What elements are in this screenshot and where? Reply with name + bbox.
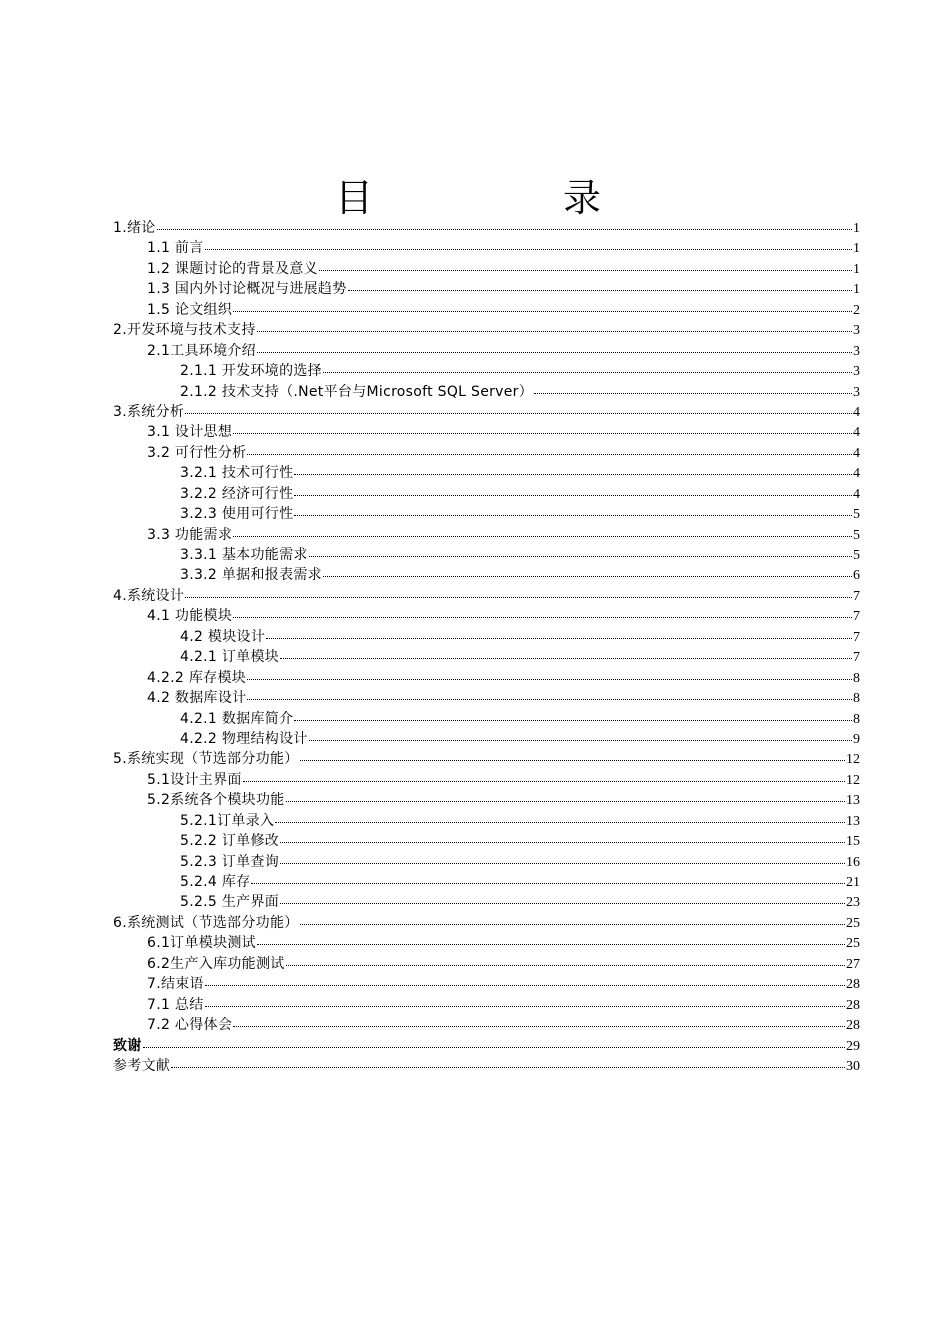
toc-page-number: 8 [853, 711, 860, 727]
toc-entry[interactable] [113, 463, 860, 483]
toc-entry-text: 1.2 课题讨论的背景及意义 [147, 260, 318, 277]
toc-dot-leader [247, 698, 852, 700]
toc-entry[interactable] [113, 811, 860, 831]
toc-entry[interactable] [113, 259, 860, 279]
toc-entry-text: 3.3 功能需求 [147, 526, 233, 543]
toc-entry[interactable] [113, 484, 860, 504]
toc-entry-text: 参考文献 [113, 1057, 171, 1074]
toc-entry-text: 1.3 国内外讨论概况与进展趋势 [147, 281, 347, 298]
toc-dot-leader [233, 432, 852, 434]
toc-dot-leader [294, 473, 852, 475]
toc-page-number: 25 [846, 915, 860, 931]
toc-page-number: 28 [846, 1018, 860, 1034]
toc-dot-leader [205, 248, 852, 250]
toc-entry-text: 3.系统分析 [113, 403, 185, 420]
toc-entry[interactable] [113, 565, 860, 585]
toc-dot-leader [143, 1046, 845, 1048]
toc-entry[interactable] [113, 749, 860, 769]
toc-entry-text: 2.开发环境与技术支持 [113, 322, 256, 339]
toc-dot-leader [157, 228, 852, 230]
toc-entry-text: 7.结束语 [147, 976, 204, 993]
toc-page-number: 9 [853, 731, 860, 747]
toc-dot-leader [251, 882, 845, 884]
toc-page-number: 16 [846, 854, 860, 870]
toc-page-number: 15 [846, 834, 860, 850]
toc-page-number: 13 [846, 813, 860, 829]
toc-dot-leader [233, 1025, 845, 1027]
toc-entry[interactable] [113, 974, 860, 994]
toc-entry[interactable] [113, 320, 860, 340]
toc-entry[interactable] [113, 382, 860, 402]
toc-entry-text: 3.2.3 使用可行性 [180, 506, 294, 523]
toc-page-number: 28 [846, 977, 860, 993]
toc-page-number: 29 [846, 1038, 860, 1054]
toc-dot-leader [286, 964, 845, 966]
toc-page-number: 28 [846, 997, 860, 1013]
toc-entry-text: 6.系统测试（节选部分功能） [113, 914, 299, 931]
toc-dot-leader [280, 657, 852, 659]
toc-entry-text: 7.1 总结 [147, 996, 204, 1013]
toc-entry-text: 5.系统实现（节选部分功能） [113, 751, 299, 768]
toc-dot-leader [205, 984, 845, 986]
toc-entry[interactable] [113, 933, 860, 953]
toc-page-number: 12 [846, 752, 860, 768]
toc-entry[interactable] [113, 872, 860, 892]
toc-entry[interactable] [113, 647, 860, 667]
toc-dot-leader [323, 371, 852, 373]
table-of-contents [113, 218, 860, 1076]
toc-page-number: 5 [853, 507, 860, 523]
toc-entry-text: 1.1 前言 [147, 240, 204, 257]
toc-page-number: 1 [853, 221, 860, 236]
toc-entry-text: 5.2.5 生产界面 [180, 894, 280, 911]
toc-entry[interactable] [113, 831, 860, 851]
toc-entry-text: 4.2 模块设计 [180, 628, 266, 645]
toc-page-number: 2 [853, 302, 860, 318]
toc-entry-text: 7.2 心得体会 [147, 1017, 233, 1034]
toc-page-number: 5 [853, 548, 860, 563]
toc-dot-leader [205, 1005, 845, 1007]
toc-entry[interactable] [113, 770, 860, 790]
toc-page-number: 1 [853, 241, 860, 257]
toc-entry[interactable] [113, 545, 860, 565]
toc-entry[interactable] [113, 688, 860, 708]
toc-entry[interactable] [113, 341, 860, 361]
toc-page-number: 21 [846, 875, 860, 890]
toc-entry[interactable] [113, 709, 860, 729]
toc-entry-text: 5.2.4 库存 [180, 874, 251, 890]
toc-entry-text: 3.2 可行性分析 [147, 444, 247, 461]
toc-entry[interactable] [113, 1036, 860, 1056]
toc-dot-leader [300, 923, 845, 925]
toc-dot-leader [257, 351, 852, 353]
toc-page-number: 7 [853, 650, 860, 666]
toc-page-number: 3 [853, 343, 860, 359]
toc-entry-text: 致谢 [113, 1037, 142, 1054]
toc-entry-text: 4.系统设计 [113, 587, 185, 604]
toc-entry-text: 4.2 数据库设计 [147, 690, 247, 707]
toc-dot-leader [257, 330, 852, 332]
toc-dot-leader [280, 862, 845, 864]
toc-entry-text: 3.2.2 经济可行性 [180, 485, 294, 502]
toc-dot-leader [247, 678, 852, 680]
toc-dot-leader [294, 514, 852, 516]
toc-dot-leader [348, 289, 852, 291]
toc-entry[interactable] [113, 668, 860, 688]
toc-dot-leader [294, 719, 852, 721]
toc-page-number: 1 [853, 282, 860, 298]
toc-entry[interactable] [113, 279, 860, 299]
toc-entry-text: 2.1.2 技术支持（.Net平台与Microsoft SQL Server） [180, 383, 534, 400]
toc-dot-leader [309, 555, 852, 557]
toc-entry[interactable] [113, 790, 860, 810]
toc-page-number: 6 [853, 568, 860, 584]
toc-page-number: 5 [853, 527, 860, 543]
toc-page-number: 8 [853, 691, 860, 707]
toc-entry[interactable] [113, 443, 860, 463]
toc-entry-text: 4.1 功能模块 [147, 608, 233, 625]
toc-entry-text: 2.1.1 开发环境的选择 [180, 363, 322, 380]
toc-entry-text: 3.3.2 单据和报表需求 [180, 567, 322, 584]
toc-dot-leader [534, 392, 852, 394]
toc-entry[interactable] [113, 300, 860, 320]
toc-entry-text: 5.2系统各个模块功能 [147, 792, 285, 809]
toc-page-number: 4 [853, 445, 860, 461]
toc-page-number: 1 [853, 261, 860, 277]
toc-entry-text: 4.2.1 订单模块 [180, 649, 280, 666]
toc-entry[interactable] [113, 218, 860, 238]
toc-page-number: 23 [846, 895, 860, 911]
toc-entry-text: 1.5 论文组织 [147, 301, 233, 318]
toc-entry[interactable] [113, 606, 860, 626]
toc-page-number: 4 [853, 404, 860, 420]
toc-entry[interactable] [113, 892, 860, 912]
toc-page-number: 25 [846, 936, 860, 952]
toc-entry[interactable] [113, 238, 860, 258]
toc-entry[interactable] [113, 586, 860, 606]
toc-dot-leader [294, 494, 852, 496]
toc-dot-leader [257, 943, 845, 945]
toc-entry[interactable] [113, 402, 860, 422]
toc-dot-leader [233, 616, 852, 618]
toc-page-number: 30 [846, 1058, 860, 1074]
toc-dot-leader [286, 800, 845, 802]
toc-entry[interactable] [113, 729, 860, 749]
toc-dot-leader [280, 902, 845, 904]
toc-page-number: 13 [846, 793, 860, 809]
toc-entry[interactable] [113, 361, 860, 381]
toc-entry[interactable] [113, 913, 860, 933]
toc-page-number: 3 [853, 323, 860, 339]
toc-entry-text: 6.2生产入库功能测试 [147, 955, 285, 972]
toc-dot-leader [171, 1066, 845, 1068]
toc-page-number: 3 [853, 384, 860, 400]
toc-page-number: 7 [853, 588, 860, 604]
toc-page-number: 4 [853, 466, 860, 482]
toc-dot-leader [309, 739, 852, 741]
toc-dot-leader [300, 759, 845, 761]
toc-dot-leader [247, 453, 852, 455]
toc-page-number: 27 [846, 956, 860, 972]
toc-entry[interactable] [113, 852, 860, 872]
toc-dot-leader [266, 637, 852, 639]
toc-entry[interactable] [113, 422, 860, 442]
toc-entry-text: 5.2.1订单录入 [180, 812, 275, 829]
toc-title: 目 录 [334, 176, 677, 221]
toc-page-number: 12 [846, 772, 860, 788]
toc-page-number: 7 [853, 629, 860, 645]
toc-entry[interactable] [113, 995, 860, 1015]
toc-page-number: 7 [853, 609, 860, 625]
toc-dot-leader [243, 780, 845, 782]
toc-page-number: 8 [853, 670, 860, 686]
toc-entry-text: 4.2.2 库存模块 [147, 669, 247, 686]
toc-entry-text: 2.1工具环境介绍 [147, 342, 256, 359]
toc-entry-text: 1.绪论 [113, 220, 156, 236]
toc-entry-text: 4.2.2 物理结构设计 [180, 730, 308, 747]
toc-entry-text: 5.2.2 订单修改 [180, 833, 280, 850]
toc-entry[interactable] [113, 1015, 860, 1035]
toc-entry[interactable] [113, 954, 860, 974]
toc-entry-text: 5.2.3 订单查询 [180, 853, 280, 870]
toc-dot-leader [323, 575, 852, 577]
toc-page-number: 4 [853, 486, 860, 502]
toc-entry-text: 3.3.1 基本功能需求 [180, 547, 308, 563]
toc-dot-leader [233, 310, 852, 312]
toc-entry[interactable] [113, 504, 860, 524]
toc-entry-text: 3.2.1 技术可行性 [180, 465, 294, 482]
toc-dot-leader [319, 269, 852, 271]
toc-page-number: 3 [853, 364, 860, 380]
toc-entry[interactable] [113, 525, 860, 545]
toc-page-number: 4 [853, 425, 860, 441]
toc-dot-leader [185, 596, 852, 598]
toc-entry[interactable] [113, 1056, 860, 1076]
toc-entry[interactable] [113, 627, 860, 647]
toc-dot-leader [280, 841, 845, 843]
toc-entry-text: 6.1订单模块测试 [147, 935, 256, 952]
toc-entry-text: 5.1设计主界面 [147, 771, 242, 788]
toc-dot-leader [185, 412, 852, 414]
toc-entry-text: 3.1 设计思想 [147, 424, 233, 441]
toc-dot-leader [275, 821, 845, 823]
toc-dot-leader [233, 535, 852, 537]
toc-entry-text: 4.2.1 数据库简介 [180, 710, 294, 727]
